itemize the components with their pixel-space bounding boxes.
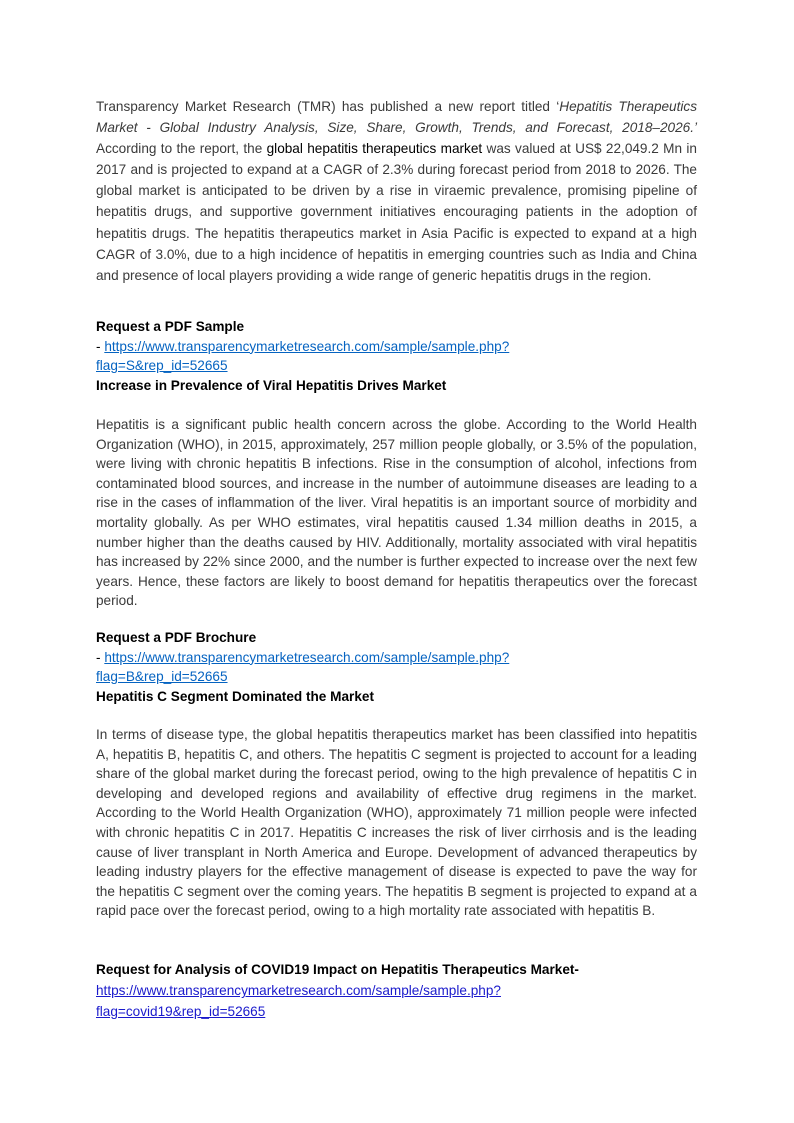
dash: - xyxy=(574,962,579,977)
intro-text-rest: was valued at US$ 22,049.2 Mn in 2017 and is projected to expand at a CAGR of 2.3% during forecast period from 2018 to 2026. The global market is anticipated to be driven by a rise in viraemic prevalence, promising pipeline of hepatitis drugs, and supportive government initiatives encouraging patients in the adoption of hepatitis drugs. The hepatitis therapeutics market in Asia Pacific is expected to expand at a high CAGR of 3.0%, due to a high incidence of hepatitis in emerging countries such as India and China and presence of local players providing a wide range of generic hepatitis drugs in the region. xyxy=(96,141,697,283)
covid-link[interactable]: https://www.transparencymarketresearch.com/sample/sample.php? flag=covid19&rep_id=52665 xyxy=(96,983,501,1019)
dash: - xyxy=(96,338,105,354)
sample-link[interactable]: https://www.transparencymarketresearch.com/sample/sample.php? flag=S&rep_id=52665 xyxy=(96,338,510,374)
sample-request xyxy=(96,317,697,395)
brochure-link[interactable]: https://www.transparencymarketresearch.com/sample/sample.php? flag=B&rep_id=52665 xyxy=(96,649,510,685)
intro-paragraph xyxy=(96,96,697,286)
section1-paragraph xyxy=(96,415,697,611)
covid-heading: Request for Analysis of COVID19 Impact on Hepatitis Therapeutics Market xyxy=(96,962,575,977)
section2-heading: Hepatitis C Segment Dominated the Market xyxy=(96,688,374,704)
brochure-request xyxy=(96,628,697,706)
market-highlight: global hepatitis therapeutics market xyxy=(266,141,483,157)
report-title: Hepatitis Therapeutics Market - Global Industry Analysis, Size, Share, Growth, Trends, and Forecast, 2018–2026.’ xyxy=(96,99,698,136)
brochure-heading: Request a PDF Brochure xyxy=(96,630,257,645)
dash: - xyxy=(96,649,105,665)
section2-paragraph xyxy=(96,725,697,921)
intro-text-mid: According to the report, the xyxy=(96,141,267,157)
section1-body: Hepatitis is a significant public health concern across the globe. According to the World Health Organization (WHO), in 2015, approximately, 257 million people globally, or 3.5% of the population, were living with chronic hepatitis B infections. Rise in the consumption of alcohol, infections from contaminated blood sources, and increase in the number of autoimmune diseases are leading to a rise in the cases of inflammation of the liver. Viral hepatitis is an important source of morbidity and mortality globally. As per WHO estimates, viral hepatitis caused 1.34 million deaths in 2015, a number higher than the deaths caused by HIV. Additionally, mortality associated with viral hepatitis has increased by 22% since 2000, and the number is further expected to increase over the next few years. Hence, these factors are likely to boost demand for hepatitis therapeutics over the forecast period. xyxy=(96,417,697,609)
section2-body: In terms of disease type, the global hepatitis therapeutics market has been classified into hepatitis A, hepatitis B, hepatitis C, and others. The hepatitis C segment is projected to account for a leading share of the global market during the forecast period, owing to the high prevalence of hepatitis C in developing and developed regions and availability of effective drug regimens in the market. According to the World Health Organization (WHO), approximately 71 million people were infected with chronic hepatitis C in 2017. Hepatitis C increases the risk of liver cirrhosis and is the leading cause of liver transplant in North America and Europe. Development of advanced therapeutics by leading industry players for the effective management of disease is expected to pave the way for the hepatitis C segment over the coming years. The hepatitis B segment is projected to expand at a rapid pace over the forecast period, owing to a high mortality rate associated with hepatitis B. xyxy=(96,727,697,919)
section1-heading: Increase in Prevalence of Viral Hepatitis Drives Market xyxy=(96,377,447,393)
sample-heading: Request a PDF Sample xyxy=(96,319,245,334)
covid-request xyxy=(96,959,697,1022)
intro-text: Transparency Market Research (TMR) has published a new report titled ‘ xyxy=(96,99,560,114)
